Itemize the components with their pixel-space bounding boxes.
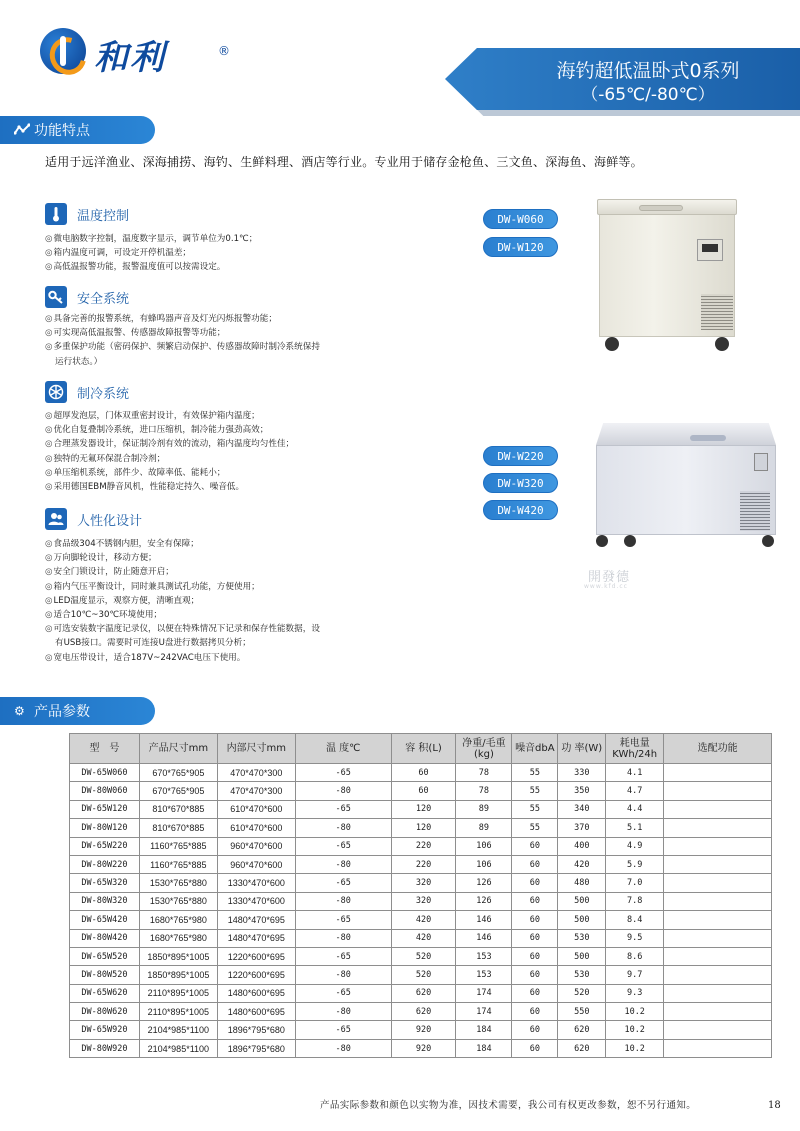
table-cell: 120 [391,819,456,837]
table-cell: 320 [391,874,456,892]
table-row [70,1039,772,1057]
table-cell: 60 [512,1003,558,1021]
table-cell: 620 [391,1003,456,1021]
table-cell: 146 [456,911,512,929]
table-cell: DW-80W520 [70,966,140,984]
table-cell: 9.3 [606,984,664,1002]
table-cell: DW-80W320 [70,892,140,910]
table-cell: 78 [456,764,512,782]
table-cell: DW-65W520 [70,947,140,965]
thermometer-icon [45,203,67,225]
table-row [70,1021,772,1039]
table-cell: DW-65W620 [70,984,140,1002]
table-cell: 146 [456,929,512,947]
list-item: ◎适合10℃~30℃环境使用； [45,610,163,621]
table-cell: 610*470*600 [217,800,295,818]
humanized-title: 人性化设计 [77,513,143,529]
table-cell: -80 [295,892,391,910]
table-cell: 174 [456,984,512,1002]
table-cell: 1680*765*980 [139,929,217,947]
table-cell: 1160*765*885 [139,837,217,855]
table-cell: 1480*470*695 [217,929,295,947]
table-cell [664,984,772,1002]
cooling-title: 制冷系统 [77,386,130,402]
table-cell: 1530*765*880 [139,874,217,892]
table-row [70,984,772,1002]
table-cell: 1220*600*695 [217,966,295,984]
table-cell [664,837,772,855]
table-cell: 10.2 [606,1003,664,1021]
page-title: 海钓超低温卧式0系列 [556,60,740,82]
table-cell: 89 [456,819,512,837]
table-cell: 60 [391,764,456,782]
table-cell: 9.5 [606,929,664,947]
table-cell: 60 [512,1039,558,1057]
registered-mark: ® [218,44,230,58]
footer-note: 产品实际参数和颜色以实物为准，因技术需要，我公司有权更改参数，恕不另行通知。 [320,1100,697,1111]
table-cell: 1160*765*885 [139,855,217,873]
table-cell: 126 [456,892,512,910]
table-cell: 520 [391,947,456,965]
humanized-list [45,537,320,665]
table-cell: 7.0 [606,874,664,892]
table-row [70,911,772,929]
table-cell: 370 [558,819,606,837]
table-row [70,782,772,800]
table-cell: 60 [512,947,558,965]
table-cell: DW-80W620 [70,1003,140,1021]
table-cell: 60 [512,984,558,1002]
table-cell: 1850*895*1005 [139,947,217,965]
table-cell: 153 [456,947,512,965]
table-cell: DW-80W060 [70,782,140,800]
table-cell [664,892,772,910]
table-cell: 220 [391,837,456,855]
table-cell: -80 [295,1039,391,1057]
table-row [70,929,772,947]
table-cell [664,855,772,873]
column-header: 温 度℃ [295,734,391,764]
table-cell: 5.9 [606,855,664,873]
table-cell: 60 [512,837,558,855]
table-cell: 60 [512,874,558,892]
table-cell: 2104*985*1100 [139,1039,217,1057]
table-row [70,1003,772,1021]
table-cell: 60 [512,966,558,984]
table-cell: 10.2 [606,1039,664,1057]
column-header: 噪音dbA [512,734,558,764]
list-item: ◎宽电压带设计，适合187V~242VAC电压下使用。 [45,652,246,663]
table-row [70,947,772,965]
table-cell: -65 [295,911,391,929]
cooling-list [45,409,294,494]
table-cell: DW-80W220 [70,855,140,873]
table-cell: 60 [512,855,558,873]
table-cell: DW-65W320 [70,874,140,892]
table-cell [664,819,772,837]
list-item: ◎箱内气压平衡设计，同时兼具测试孔功能，方便使用； [45,581,260,592]
table-cell: -65 [295,837,391,855]
safety-header [45,285,129,309]
table-cell [664,947,772,965]
safety-title: 安全系统 [77,291,130,307]
table-row [70,874,772,892]
table-row [70,855,772,873]
table-cell: 220 [391,855,456,873]
humanized-header [45,507,142,531]
temp-control-title: 温度控制 [77,208,130,224]
table-cell: 184 [456,1021,512,1039]
features-intro: 适用于远洋渔业、深海捕捞、海钓、生鲜料理、酒店等行业。专业用于储存金枪鱼、三文鱼、深海鱼、海鲜等。 [45,155,643,169]
table-cell: DW-65W060 [70,764,140,782]
table-cell: -65 [295,947,391,965]
list-item: 运行状态。） [55,356,103,367]
table-row [70,819,772,837]
table-cell [664,782,772,800]
table-cell: -80 [295,1003,391,1021]
temp-control-header [45,202,129,226]
table-cell: DW-80W420 [70,929,140,947]
table-cell: 4.4 [606,800,664,818]
table-cell: 520 [558,984,606,1002]
table-cell: 153 [456,966,512,984]
list-item: ◎超厚发泡层，门体双重密封设计，有效保护箱内温度； [45,411,260,421]
list-item: ◎单压缩机系统，部件少、故障率低、能耗小； [45,467,226,478]
list-item: ◎可选安装数字温度记录仪，以便在特殊情况下记录和保存性能数据，设 [45,624,320,635]
list-item: ◎万向脚轮设计，移动方便； [45,553,157,564]
table-cell: DW-65W220 [70,837,140,855]
list-item: ◎高低温报警功能，报警温度值可以按需设定。 [45,262,226,273]
page-number: 18 [768,1100,781,1111]
table-cell: -65 [295,874,391,892]
table-row [70,800,772,818]
control-panel-icon [754,453,768,471]
model-tag: DW-W220 [483,446,558,466]
table-cell [664,1003,772,1021]
table-cell: 530 [558,929,606,947]
table-cell: 1330*470*600 [217,874,295,892]
table-cell [664,1021,772,1039]
table-cell: -80 [295,929,391,947]
large-freezer-image [590,423,780,548]
table-cell: 530 [558,966,606,984]
page-subtitle: （-65℃/-80℃） [581,85,715,105]
table-cell: 1330*470*600 [217,892,295,910]
table-cell: 120 [391,800,456,818]
table-cell: 810*670*885 [139,819,217,837]
temp-control-list [45,232,257,275]
list-item: ◎食品级304不锈钢内胆，安全有保障； [45,539,199,549]
params-section-label: 产品参数 [34,704,90,720]
table-cell: 55 [512,819,558,837]
table-cell: 174 [456,1003,512,1021]
list-item: ◎箱内温度可调，可设定开停机温差； [45,248,192,259]
table-cell: 89 [456,800,512,818]
list-item: ◎LED温度显示，观察方便，清晰直观； [45,595,200,606]
table-cell: 420 [558,855,606,873]
table-cell: 126 [456,874,512,892]
list-item: ◎独特的无氟环保混合制冷剂； [45,453,166,464]
table-cell: -65 [295,800,391,818]
column-header: 型 号 [70,734,140,764]
list-item: ◎安全门锁设计，防止随意开启； [45,567,174,578]
table-cell: 550 [558,1003,606,1021]
table-cell: 4.9 [606,837,664,855]
table-cell: 420 [391,929,456,947]
table-cell: 55 [512,764,558,782]
table-row [70,764,772,782]
table-cell: 320 [391,892,456,910]
table-cell: 350 [558,782,606,800]
table-cell: 10.2 [606,1021,664,1039]
watermark: 開發德 [588,570,631,585]
table-cell: 106 [456,837,512,855]
brand-logo [40,28,230,78]
table-cell: 78 [456,782,512,800]
column-header: 耗电量KWh/24h [606,734,664,764]
table-cell: DW-65W420 [70,911,140,929]
list-item: ◎合理蒸发器设计，保证制冷剂有效的流动，箱内温度均匀性佳； [45,439,295,450]
table-cell: 1220*600*695 [217,947,295,965]
table-cell: 810*670*885 [139,800,217,818]
table-cell: 620 [391,984,456,1002]
params-table [69,733,772,1058]
list-item: ◎微电脑数字控制，温度数字显示，调节单位为0.1℃； [45,234,258,244]
table-cell [664,966,772,984]
model-tag: DW-W420 [483,500,558,520]
table-cell: 920 [391,1021,456,1039]
table-cell: 960*470*600 [217,837,295,855]
table-cell: 620 [558,1021,606,1039]
table-cell: 60 [512,1021,558,1039]
table-cell: DW-80W920 [70,1039,140,1057]
list-item: ◎优化自复叠制冷系统，进口压缩机，制冷能力强劲高效； [45,425,269,436]
users-icon [45,508,67,530]
table-cell: DW-65W920 [70,1021,140,1039]
table-cell: 60 [512,929,558,947]
table-cell: 1850*895*1005 [139,966,217,984]
table-cell: 1480*470*695 [217,911,295,929]
column-header: 净重/毛重(kg) [456,734,512,764]
table-cell: 330 [558,764,606,782]
table-cell: 670*765*905 [139,782,217,800]
table-cell: 55 [512,782,558,800]
table-cell: 8.6 [606,947,664,965]
table-cell: 340 [558,800,606,818]
table-cell: 1680*765*980 [139,911,217,929]
list-item: ◎多重保护功能（密码保护、频繁启动保护、传感器故障时制冷系统保持 [45,342,320,353]
table-cell: -80 [295,782,391,800]
table-cell: 8.4 [606,911,664,929]
list-item: ◎可实现高低温报警、传感器故障报警等功能； [45,328,226,339]
control-panel-icon [697,239,723,261]
table-cell: 1896*795*680 [217,1039,295,1057]
table-cell: 5.1 [606,819,664,837]
table-cell: 500 [558,892,606,910]
table-cell: 610*470*600 [217,819,295,837]
column-header: 容 积(L) [391,734,456,764]
logo-emblem-icon [40,28,86,74]
list-item: ◎采用德国EBM静音风机，性能稳定持久、噪音低。 [45,482,245,493]
table-cell: 55 [512,800,558,818]
table-cell [664,764,772,782]
table-cell: 60 [512,892,558,910]
table-cell: 470*470*300 [217,782,295,800]
table-cell [664,911,772,929]
small-freezer-image [597,199,737,351]
list-item: 有USB接口。需要时可连接U盘进行数据拷贝分析； [55,638,251,649]
safety-list [45,312,320,369]
table-cell: 500 [558,911,606,929]
table-cell: -80 [295,855,391,873]
table-cell [664,874,772,892]
table-cell: 1480*600*695 [217,984,295,1002]
table-cell: 920 [391,1039,456,1057]
watermark-url: www.kfd.cc [584,583,628,590]
table-cell [664,929,772,947]
table-cell: DW-65W120 [70,800,140,818]
table-cell: 4.7 [606,782,664,800]
table-cell: 184 [456,1039,512,1057]
table-cell: 500 [558,947,606,965]
table-cell: 960*470*600 [217,855,295,873]
table-row [70,892,772,910]
features-section-label: 功能特点 [34,123,90,139]
cooling-header [45,380,129,404]
table-cell: 420 [391,911,456,929]
table-cell: 2110*895*1005 [139,1003,217,1021]
table-cell: 1896*795*680 [217,1021,295,1039]
gear-icon: ⚙ [14,704,25,718]
table-cell: 470*470*300 [217,764,295,782]
table-cell: 480 [558,874,606,892]
table-cell: 60 [391,782,456,800]
table-header-row [70,734,772,764]
table-cell: 400 [558,837,606,855]
table-cell: DW-80W120 [70,819,140,837]
column-header: 选配功能 [664,734,772,764]
table-cell: 1480*600*695 [217,1003,295,1021]
params-section-header [0,697,155,725]
brand-name: 和利 [94,38,166,78]
table-cell: 620 [558,1039,606,1057]
table-cell: -65 [295,1021,391,1039]
table-cell: -80 [295,966,391,984]
table-cell: 520 [391,966,456,984]
table-cell: 670*765*905 [139,764,217,782]
table-cell: 7.8 [606,892,664,910]
column-header: 内部尺寸mm [217,734,295,764]
table-cell: 2110*895*1005 [139,984,217,1002]
table-cell: 1530*765*880 [139,892,217,910]
table-cell [664,1039,772,1057]
snowflake-fan-icon [45,381,67,403]
chart-line-icon [14,123,28,137]
table-cell: 106 [456,855,512,873]
column-header: 产品尺寸mm [139,734,217,764]
table-cell: 60 [512,911,558,929]
table-cell: -65 [295,984,391,1002]
model-tag: DW-W320 [483,473,558,493]
table-cell: -80 [295,819,391,837]
table-row [70,966,772,984]
table-cell: 4.1 [606,764,664,782]
table-row [70,837,772,855]
model-tag: DW-W120 [483,237,558,257]
key-icon [45,286,67,308]
column-header: 功 率(W) [558,734,606,764]
list-item: ◎具备完善的报警系统，有蜂鸣器声音及灯光闪烁报警功能； [45,314,277,324]
table-cell [664,800,772,818]
model-tag: DW-W060 [483,209,558,229]
table-cell: 9.7 [606,966,664,984]
table-cell: -65 [295,764,391,782]
features-section-header [0,116,155,144]
table-cell: 2104*985*1100 [139,1021,217,1039]
